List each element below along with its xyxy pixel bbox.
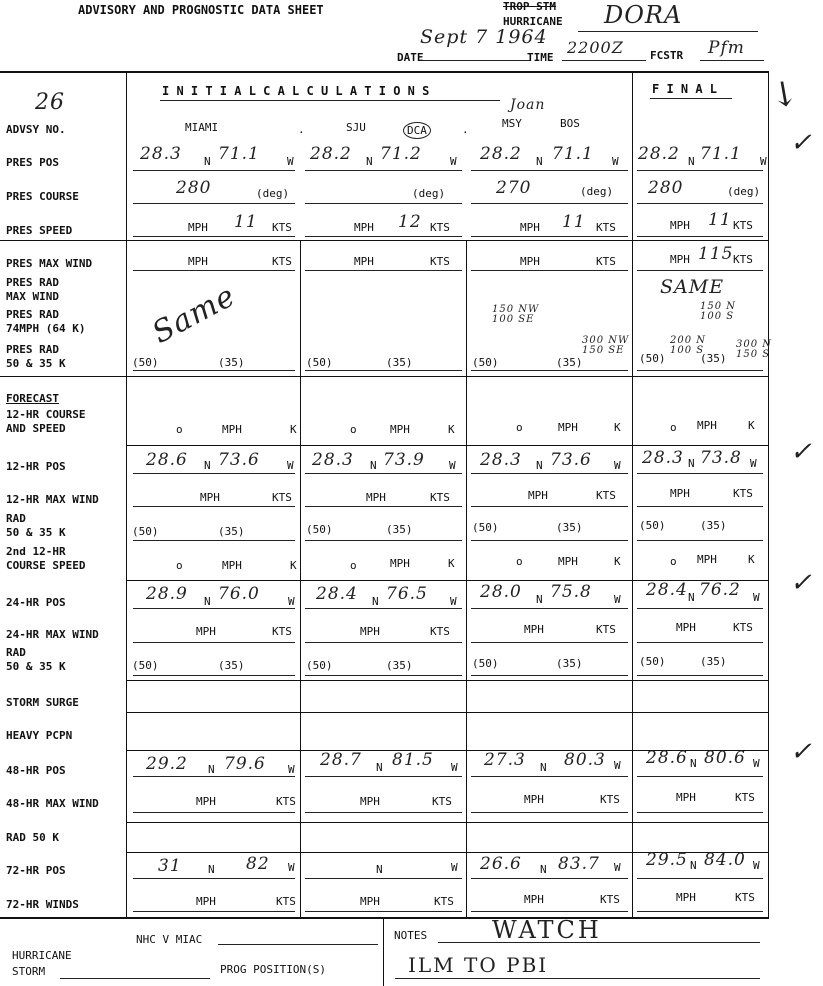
pos72-msy-lat: 26.6 [480,854,522,874]
pos48-final-lon: 80.6 [704,748,746,768]
time-label: TIME [527,51,554,64]
row-label: 12-HR COURSE AND SPEED [6,408,86,435]
field-underline [471,506,628,507]
pen-check-mark: ✓ [790,128,812,158]
pos12-miami-lon: 73.6 [218,450,260,470]
miami-same-note: Same [146,278,242,351]
field-underline [133,608,295,609]
row-label: PRES RAD MAX WIND [6,276,59,303]
time-value: 2200Z [567,38,624,57]
col-miami: MIAMI [185,121,219,134]
pos12-sju-lon: 73.9 [383,450,425,470]
field-underline [637,473,763,474]
row-label: RAD 50 & 35 K [6,646,66,673]
pen-check-mark: ↓ [766,72,802,118]
fcstr-value: Pfm [708,38,745,58]
pos24-sju-lat: 28.4 [316,584,358,604]
row-label: 48-HR MAX WIND [6,797,99,810]
rad5035-final-35: 300 N 150 S [736,339,773,360]
advisory-label: ADVSY NO. [6,123,66,136]
pos48-final-lat: 28.6 [646,748,688,768]
pos12-miami-lat: 28.6 [146,450,188,470]
field-underline [133,911,295,912]
pres-speed-msy: 11 [562,212,586,232]
col-dca: DCA [403,122,431,139]
footer-storm-label: STORM [12,965,46,978]
field-underline [637,911,763,912]
notes-label: NOTES [394,929,428,942]
field-underline [305,608,462,609]
field-underline [133,812,295,813]
field-underline [471,170,628,171]
pres-pos-miami-lat: 28.3 [140,144,182,164]
row-label: 24-HR POS [6,596,66,609]
field-underline [471,540,628,541]
field-underline [305,675,462,676]
date-value: Sept 7 1964 [420,26,548,48]
field-underline [305,203,462,204]
field-underline [305,236,462,237]
pres-course-msy: 270 [496,178,532,198]
nhc-miac-label: NHC V MIAC [136,933,203,946]
notes-line-2: ILM TO PBI [408,953,549,977]
prog-position-label: PROG POSITION(S) [220,963,326,976]
field-underline [471,776,628,777]
field-underline [305,540,462,541]
field-underline [471,270,628,271]
field-underline [637,270,763,271]
row-label: 24-HR MAX WIND [6,628,99,641]
pos48-sju-lon: 81.5 [392,750,434,770]
pen-check-mark: ✓ [790,437,812,467]
field-underline [133,370,295,371]
pres-pos-final-lon: 71.1 [700,144,742,164]
field-underline [637,203,763,204]
row-label: FORECAST [6,392,59,405]
pres-speed-miami: 11 [234,212,258,232]
pen-check-mark: ✓ [790,737,812,767]
field-underline [133,203,295,204]
trop-stm-label: TROP STM [503,0,556,13]
field-underline [637,370,763,371]
row-label: PRES POS [6,156,59,169]
field-underline [637,236,763,237]
pos24-final-lat: 28.4 [646,580,688,600]
pos72-final-lat: 29.5 [646,850,688,870]
field-underline [133,506,295,507]
hurricane-name: DORA [604,1,683,29]
row-label: RAD 50 K [6,831,59,844]
hurricane-label: HURRICANE [503,15,563,28]
pres-pos-final-lat: 28.2 [638,144,680,164]
row-label: 2nd 12-HR COURSE SPEED [6,545,86,572]
field-underline [133,540,295,541]
row-label: PRES RAD 74MPH (64 K) [6,308,86,335]
field-underline [471,473,628,474]
field-underline [471,675,628,676]
row-label: STORM SURGE [6,696,79,709]
field-underline [305,370,462,371]
notes-line-1: WATCH [492,916,602,944]
row-label: 72-HR WINDS [6,898,79,911]
field-underline [471,911,628,912]
field-underline [471,608,628,609]
field-underline [133,270,295,271]
footer-hurricane-label: HURRICANE [12,949,72,962]
pos24-miami-lon: 76.0 [218,584,260,604]
rad5035-msy: 300 NW 150 SE [582,335,630,356]
pos72-final-lon: 84.0 [704,850,746,870]
pos12-final-lon: 73.8 [700,448,742,468]
rad74-msy: 150 NW 100 SE [492,304,540,325]
pres-course-final: 280 [648,178,684,198]
pen-check-mark: ✓ [790,568,812,598]
advisory-number: 26 [35,90,65,115]
row-label: 72-HR POS [6,864,66,877]
field-underline [471,203,628,204]
pos12-msy-lat: 28.3 [480,450,522,470]
pos48-msy-lat: 27.3 [484,750,526,770]
pres-pos-msy-lat: 28.2 [480,144,522,164]
field-underline [471,812,628,813]
row-label: PRES SPEED [6,224,73,237]
fcstr-label: FCSTR [650,49,684,62]
col-msy: MSY [502,117,522,130]
row-label: HEAVY PCPN [6,729,73,742]
field-underline [133,675,295,676]
field-underline [133,776,295,777]
row-label: 12-HR POS [6,460,66,473]
field-underline [637,812,763,813]
rad74-final: 150 N 100 S [700,301,737,322]
field-underline [471,642,628,643]
col-sju: SJU [346,121,366,134]
pres-course-miami: 280 [176,178,212,198]
date-label: DATE [397,51,424,64]
field-underline [637,642,763,643]
pres-pos-msy-lon: 71.1 [552,144,594,164]
field-underline [637,675,763,676]
pos72-miami-lat: 31 [158,856,182,876]
pos24-miami-lat: 28.9 [146,584,188,604]
initial-calculations-heading: I N I T I A L C A L C U L A T I O N S [162,84,430,98]
field-underline [305,776,462,777]
row-label: PRES COURSE [6,190,79,203]
pres-speed-sju: 12 [398,212,422,232]
field-underline [471,878,628,879]
pres-pos-miami-lon: 71.1 [218,144,260,164]
field-underline [305,812,462,813]
pos48-sju-lat: 28.7 [320,750,362,770]
pos72-miami-lon: 82 [246,854,270,874]
field-underline [637,878,763,879]
field-underline [637,776,763,777]
pres-pos-sju-lat: 28.2 [310,144,352,164]
pos48-msy-lon: 80.3 [564,750,606,770]
field-underline [305,170,462,171]
pos12-msy-lon: 73.6 [550,450,592,470]
pos24-msy-lon: 75.8 [550,582,592,602]
pos12-sju-lat: 28.3 [312,450,354,470]
field-underline [133,170,295,171]
field-underline [305,911,462,912]
pos24-msy-lat: 28.0 [480,582,522,602]
rad5035-final-50: 200 N 100 S [670,335,707,356]
pos48-miami-lon: 79.6 [224,754,266,774]
field-underline [637,608,763,609]
pres-speed-final: 11 [708,210,732,230]
field-underline [133,473,295,474]
field-underline [133,236,295,237]
row-label: PRES MAX WIND [6,257,93,270]
field-underline [305,878,462,879]
field-underline [133,878,295,879]
sheet-title: ADVISORY AND PROGNOSTIC DATA SHEET [78,3,324,17]
pres-max-wind-final: 115 [698,244,734,264]
field-underline [305,270,462,271]
field-underline [637,540,763,541]
field-underline [305,642,462,643]
rad-max-wind-final: SAME [660,276,725,298]
field-underline [133,642,295,643]
col-bos: BOS [560,117,580,130]
pos24-final-lon: 76.2 [699,580,741,600]
pos72-msy-lon: 83.7 [558,854,600,874]
field-underline [305,506,462,507]
row-label: RAD 50 & 35 K [6,512,66,539]
row-label: 12-HR MAX WIND [6,493,99,506]
field-underline [471,236,628,237]
field-underline [637,170,763,171]
pos12-final-lat: 28.3 [642,448,684,468]
row-label: 48-HR POS [6,764,66,777]
field-underline [471,370,628,371]
pos48-miami-lat: 29.2 [146,754,188,774]
final-heading: F I N A L [652,82,718,96]
field-underline [305,473,462,474]
msy-note: Joan [510,97,546,113]
row-label: PRES RAD 50 & 35 K [6,343,66,370]
field-underline [637,506,763,507]
pos24-sju-lon: 76.5 [386,584,428,604]
pres-pos-sju-lon: 71.2 [380,144,422,164]
